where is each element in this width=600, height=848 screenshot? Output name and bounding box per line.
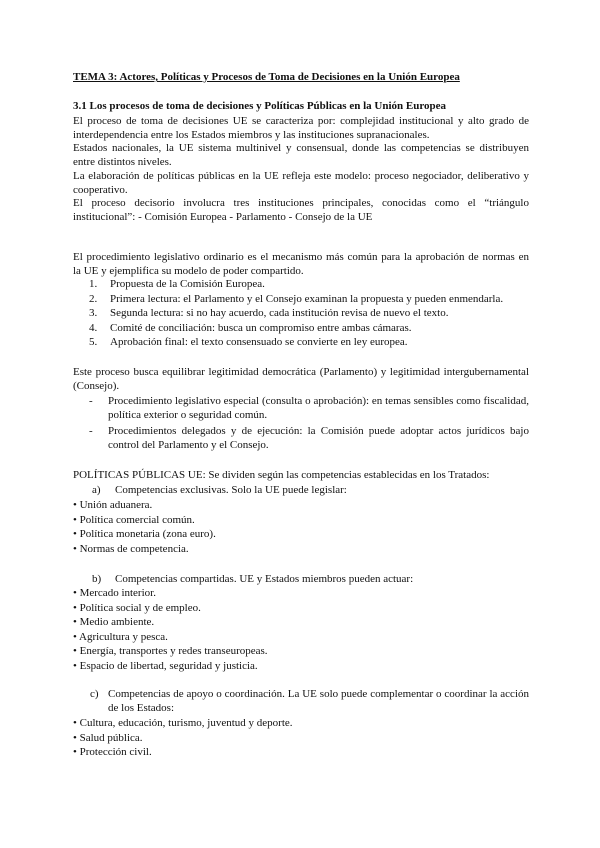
list-item: • Política social y de empleo. xyxy=(73,601,201,614)
step-number: 1. xyxy=(89,278,98,290)
legislative-intro xyxy=(73,251,529,278)
competence-a-heading xyxy=(73,484,529,498)
list-item: • Agricultura y pesca. xyxy=(73,630,168,643)
list-item xyxy=(73,322,529,337)
balance-line: Este proceso busca equilibrar legitimidad democrática (Parlamento) y legitimidad intergubernamental xyxy=(73,366,529,378)
list-item: • Normas de competencia. xyxy=(73,542,189,555)
intro-line: La elaboración de políticas públicas en la UE refleja este modelo: proceso negociador, deliberativo y xyxy=(73,169,529,182)
intro-line: El proceso decisorio involucra tres instituciones principales, conocidas como el “triángulo xyxy=(73,197,529,210)
procedure-text: Procedimientos delegados y de ejecución: la Comisión puede adoptar actos jurídicos bajo control del Parlamento y el Consejo. xyxy=(108,425,529,452)
list-item xyxy=(73,425,529,452)
list-item: • Mercado interior. xyxy=(73,587,156,599)
step-text: Primera lectura: el Parlamento y el Consejo examinan la propuesta y pueden enmendarla. xyxy=(110,292,504,305)
step-number: 5. xyxy=(89,336,98,349)
step-text: Segunda lectura: si no hay acuerdo, cada institución revisa de nuevo el texto. xyxy=(110,307,449,320)
competence-b-list xyxy=(73,587,529,675)
procedures-list xyxy=(73,395,529,456)
balance-line: (Consejo). xyxy=(73,379,120,392)
intro-line: institucional”: - Comisión Europea - Parlamento - Consejo de la UE xyxy=(73,210,373,223)
list-item: • Política monetaria (zona euro). xyxy=(73,528,216,541)
step-text: Propuesta de la Comisión Europea. xyxy=(110,278,265,290)
dash-marker: - xyxy=(89,425,93,438)
list-item: • Espacio de libertad, seguridad y justicia. xyxy=(73,659,258,672)
list-item: • Unión aduanera. xyxy=(73,499,153,511)
list-item xyxy=(73,307,529,322)
step-number: 4. xyxy=(89,321,98,334)
list-item xyxy=(73,395,529,422)
step-text: Aprobación final: el texto consensuado se convierte en ley europea. xyxy=(110,336,408,349)
competence-c-heading xyxy=(73,688,529,715)
intro-line: cooperativo. xyxy=(73,183,128,196)
intro-paragraph xyxy=(73,115,529,225)
legislative-line: El procedimiento legislativo ordinario es el mecanismo más común para la aprobación de normas en xyxy=(73,251,529,263)
list-item xyxy=(73,293,529,308)
intro-line: interdependencia entre los Estados miembros y las instituciones supranacionales. xyxy=(73,128,430,141)
step-number: 2. xyxy=(89,292,98,305)
list-item: • Medio ambiente. xyxy=(73,616,155,629)
list-item: • Salud pública. xyxy=(73,731,143,744)
section-heading: 3.1 Los procesos de toma de decisiones y Políticas Públicas en la Unión Europea xyxy=(73,100,447,112)
intro-line: Estados nacionales, la UE sistema multinivel y consensual, donde las competencias se distribuyen xyxy=(73,142,529,155)
competence-heading-text: Competencias de apoyo o coordinación. La UE solo puede complementar o coordinar la acción de los Estados: xyxy=(108,688,529,714)
list-item xyxy=(73,336,529,351)
list-item: • Cultura, educación, turismo, juventud y deporte. xyxy=(73,717,293,729)
document-title: TEMA 3: Actores, Políticas y Procesos de Toma de Decisiones en la Unión Europea xyxy=(73,71,460,83)
list-item: • Política comercial común. xyxy=(73,513,195,526)
step-number: 3. xyxy=(89,307,98,320)
competence-letter: b) xyxy=(92,573,102,585)
intro-line: El proceso de toma de decisiones UE se caracteriza por: complejidad institucional y alto grado de xyxy=(73,115,529,127)
legislative-steps-list xyxy=(73,278,529,351)
list-item: • Protección civil. xyxy=(73,746,152,759)
intro-line: entre distintos niveles. xyxy=(73,156,172,169)
competence-heading-text: Competencias compartidas. UE y Estados miembros pueden actuar: xyxy=(115,573,414,585)
list-item: • Energía, transportes y redes transeuropeas. xyxy=(73,645,268,658)
list-item xyxy=(73,278,529,293)
competence-c-list xyxy=(73,717,529,761)
competence-heading-text: Competencias exclusivas. Solo la UE puede legislar: xyxy=(115,484,347,496)
competence-b-heading xyxy=(73,573,529,587)
legislative-line: la UE y ejemplifica su modelo de poder compartido. xyxy=(73,264,304,277)
step-text: Comité de conciliación: busca un compromiso entre ambas cámaras. xyxy=(110,321,412,334)
competence-letter: a) xyxy=(92,484,101,496)
dash-marker: - xyxy=(89,395,93,407)
competence-letter: c) xyxy=(90,688,99,700)
policies-intro: POLÍTICAS PÚBLICAS UE: Se dividen según las competencias establecidas en los Tratados: xyxy=(73,469,490,481)
balance-paragraph xyxy=(73,366,529,393)
procedure-text: Procedimiento legislativo especial (consulta o aprobación): en temas sensibles como fiscalidad, política exterior o seguridad común. xyxy=(108,395,529,421)
competence-a-list xyxy=(73,499,529,557)
